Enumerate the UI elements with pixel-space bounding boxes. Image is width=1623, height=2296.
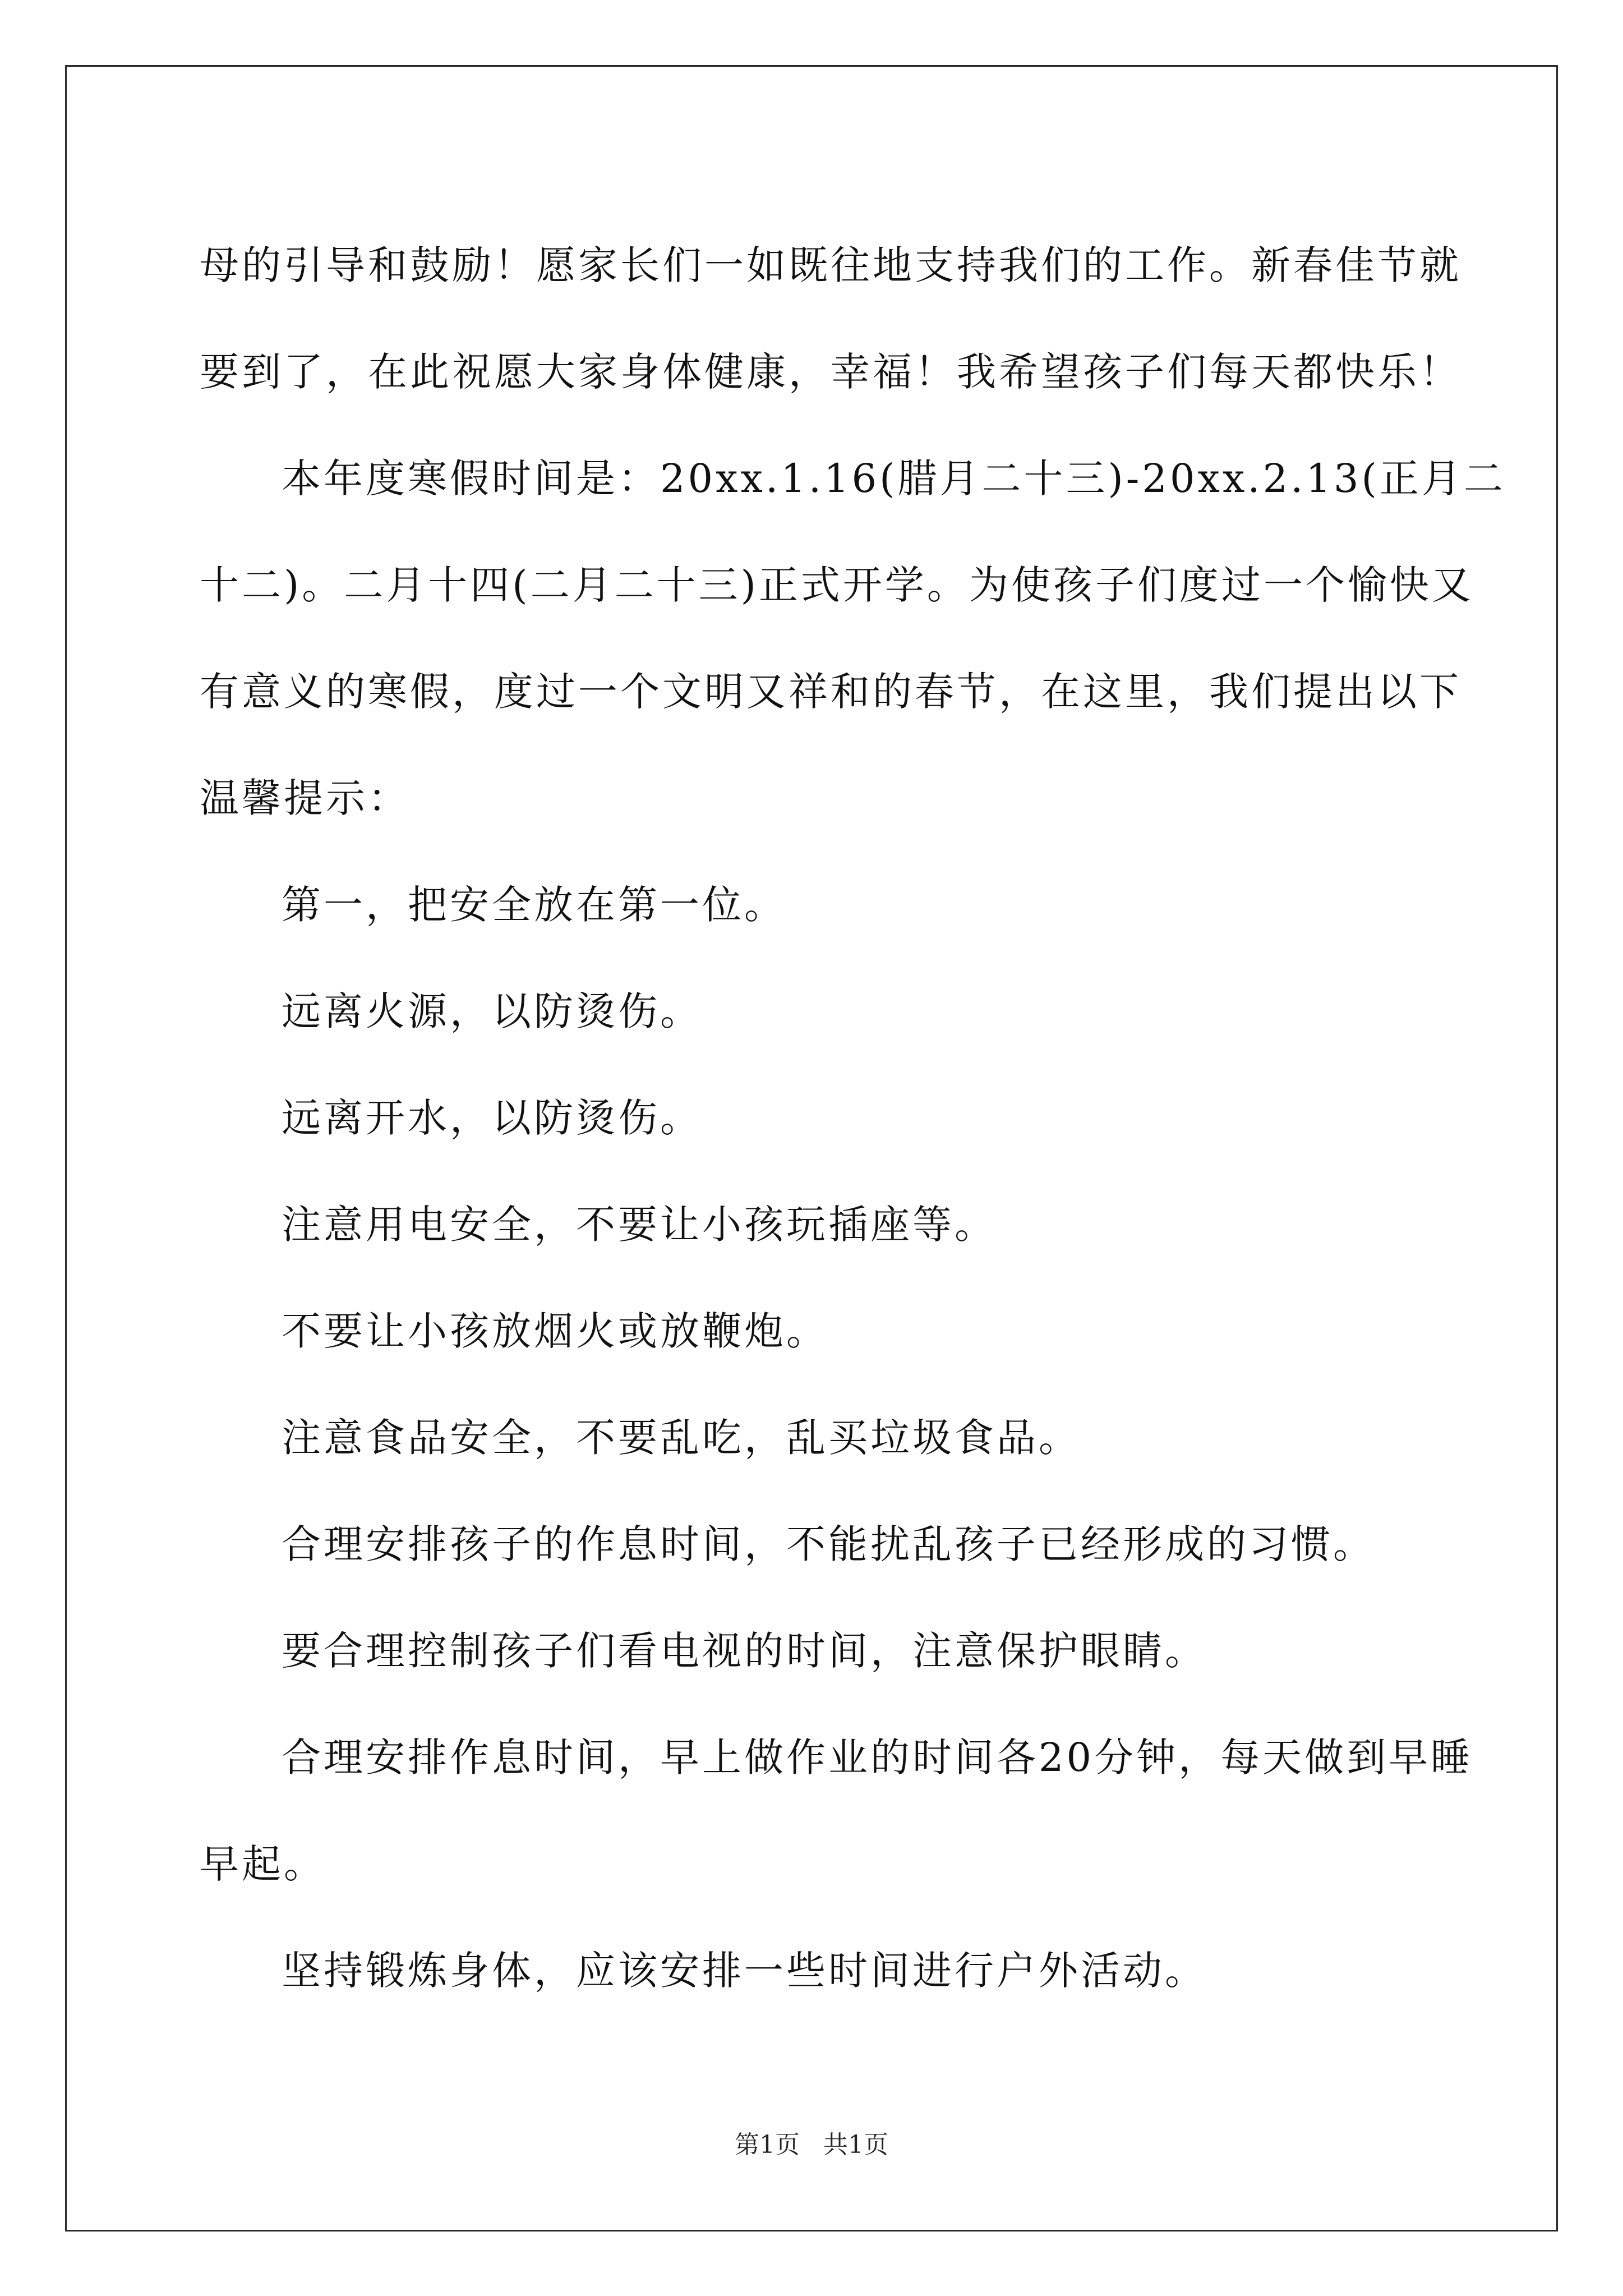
text-line: 远离开水，以防烫伤。 — [282, 1095, 702, 1141]
text-line: 本年度寒假时间是：20xx.1.16(腊月二十三)-20xx.2.13(正月二 — [282, 455, 1506, 501]
text-line: 有意义的寒假，度过一个文明又祥和的春节，在这里，我们提出以下 — [200, 669, 1461, 715]
text-line: 要到了，在此祝愿大家身体健康，幸福！我希望孩子们每天都快乐！ — [200, 349, 1461, 395]
text-line: 母的引导和鼓励！愿家长们一如既往地支持我们的工作。新春佳节就 — [200, 242, 1461, 288]
text-line: 要合理控制孩子们看电视的时间，注意保护眼睛。 — [282, 1628, 1207, 1674]
document-body — [200, 212, 1506, 2024]
page-number: 第1页 — [735, 2131, 800, 2159]
text-line: 温馨提示： — [200, 775, 410, 821]
text-line: 不要让小孩放烟火或放鞭炮。 — [282, 1308, 828, 1354]
text-line: 第一，把安全放在第一位。 — [282, 882, 786, 928]
text-line: 早起。 — [200, 1841, 326, 1887]
page-total: 共1页 — [823, 2131, 888, 2159]
text-line: 远离火源，以防烫伤。 — [282, 988, 702, 1034]
text-line: 十二)。二月十四(二月二十三)正式开学。为使孩子们度过一个愉快又 — [200, 562, 1474, 608]
text-line: 合理安排孩子的作息时间，不能扰乱孩子已经形成的习惯。 — [282, 1521, 1375, 1567]
text-line: 注意食品安全，不要乱吃，乱买垃圾食品。 — [282, 1415, 1081, 1461]
text-line: 坚持锻炼身体，应该安排一些时间进行户外活动。 — [282, 1948, 1207, 1994]
page-footer — [0, 2129, 1623, 2161]
text-line: 注意用电安全，不要让小孩玩插座等。 — [282, 1202, 997, 1248]
text-line: 合理安排作息时间，早上做作业的时间各20分钟，每天做到早睡 — [282, 1734, 1473, 1780]
